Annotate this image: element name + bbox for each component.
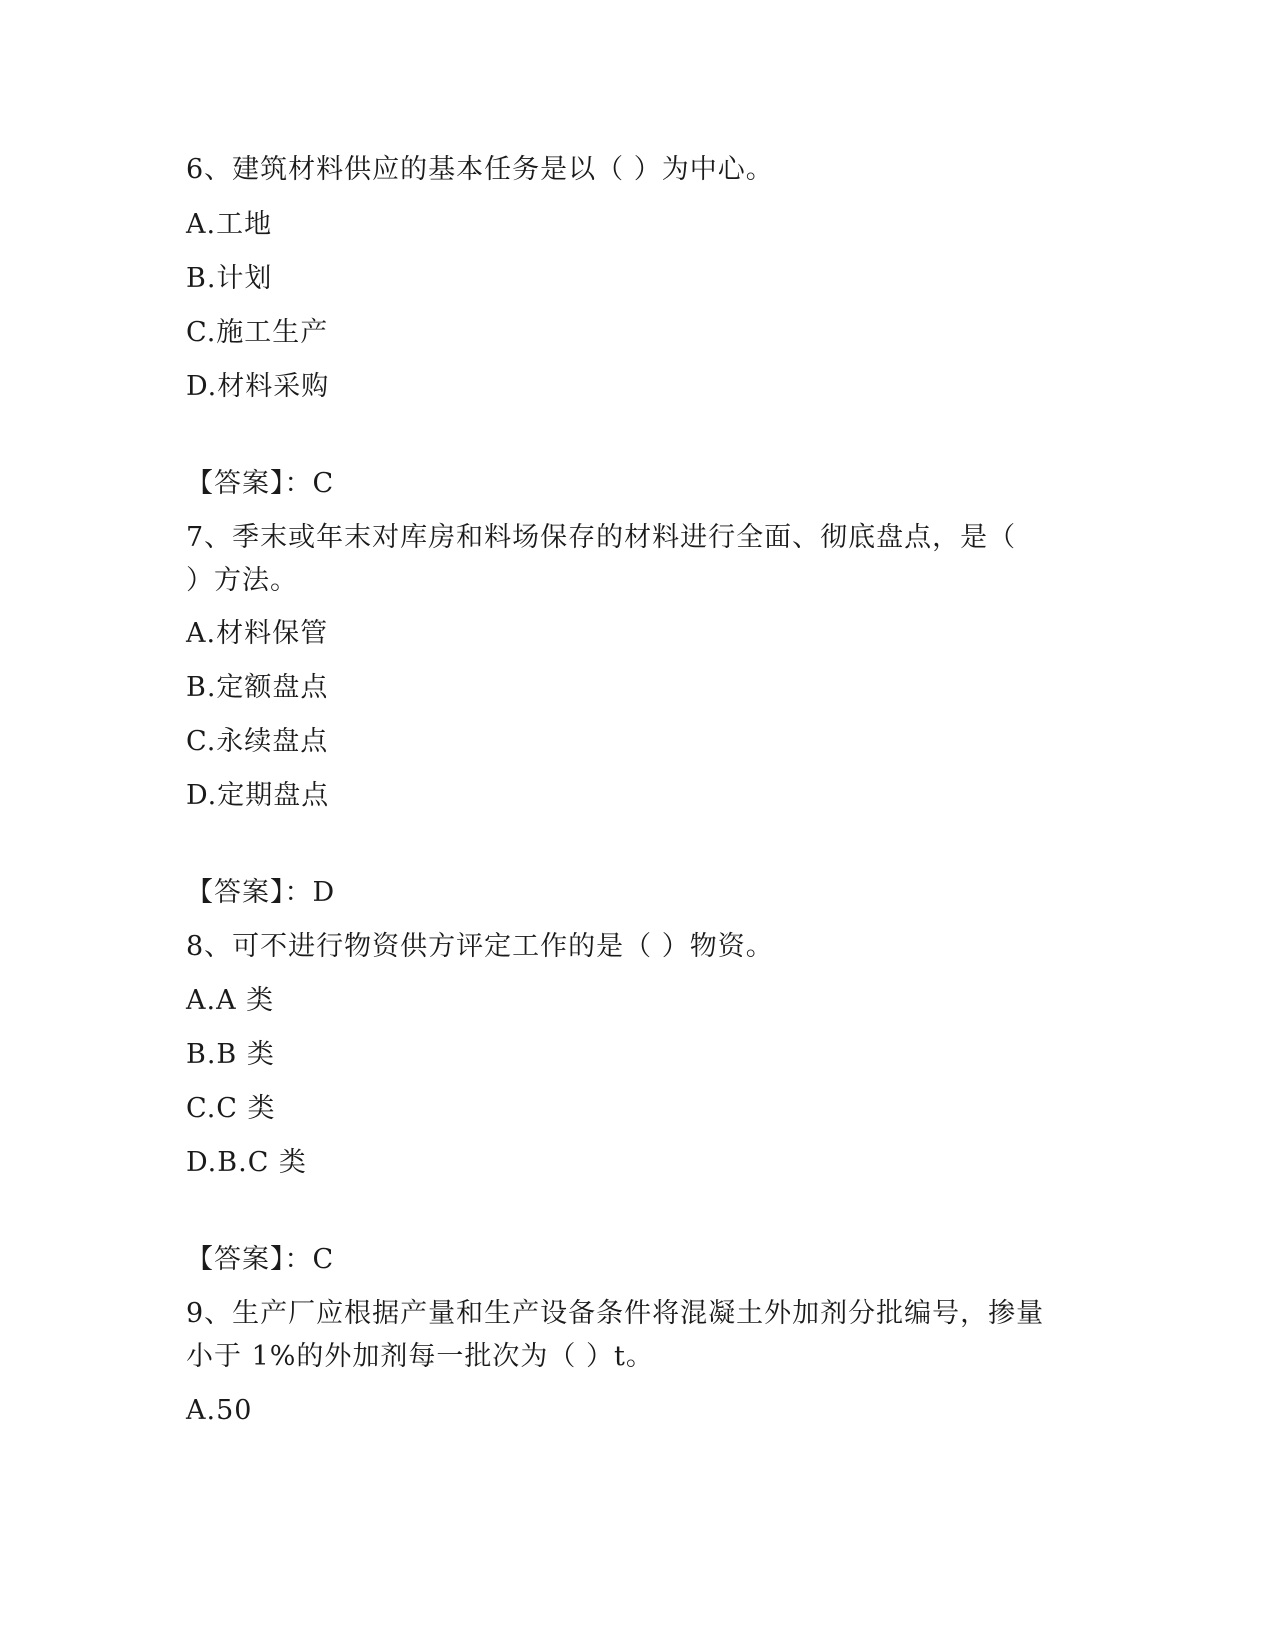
question-6-option-a: A.工地 xyxy=(186,209,273,240)
question-7-stem-line-1: 7、季末或年末对库房和料场保存的材料进行全面、彻底盘点，是（ xyxy=(186,522,1017,553)
question-6-option-d: D.材料采购 xyxy=(186,371,330,402)
question-6-stem: 6、建筑材料供应的基本任务是以（ ）为中心。 xyxy=(186,154,774,185)
question-6-option-b: B.计划 xyxy=(186,263,273,294)
question-7-option-d: D.定期盘点 xyxy=(186,780,330,811)
question-7-option-c: C.永续盘点 xyxy=(186,726,329,757)
question-9-stem-line-1: 9、生产厂应根据产量和生产设备条件将混凝土外加剂分批编号，掺量 xyxy=(186,1298,1045,1329)
question-8-answer: 【答案】：C xyxy=(186,1244,335,1275)
question-8-option-a: A.A 类 xyxy=(186,985,275,1016)
question-9-option-a: A.50 xyxy=(186,1395,253,1426)
question-7-answer: 【答案】：D xyxy=(186,877,336,908)
question-8-stem: 8、可不进行物资供方评定工作的是（ ）物资。 xyxy=(186,931,774,962)
question-8-option-b: B.B 类 xyxy=(186,1039,275,1070)
question-7-option-a: A.材料保管 xyxy=(186,618,329,649)
question-8-option-c: C.C 类 xyxy=(186,1093,276,1124)
question-7-stem-line-2: ）方法。 xyxy=(186,565,298,596)
question-6-answer: 【答案】：C xyxy=(186,468,335,499)
question-9-stem-line-2: 小于 1%的外加剂每一批次为（ ）t。 xyxy=(186,1341,654,1372)
question-6-option-c: C.施工生产 xyxy=(186,317,329,348)
question-7-option-b: B.定额盘点 xyxy=(186,672,329,703)
question-8-option-d: D.B.C 类 xyxy=(186,1147,307,1178)
